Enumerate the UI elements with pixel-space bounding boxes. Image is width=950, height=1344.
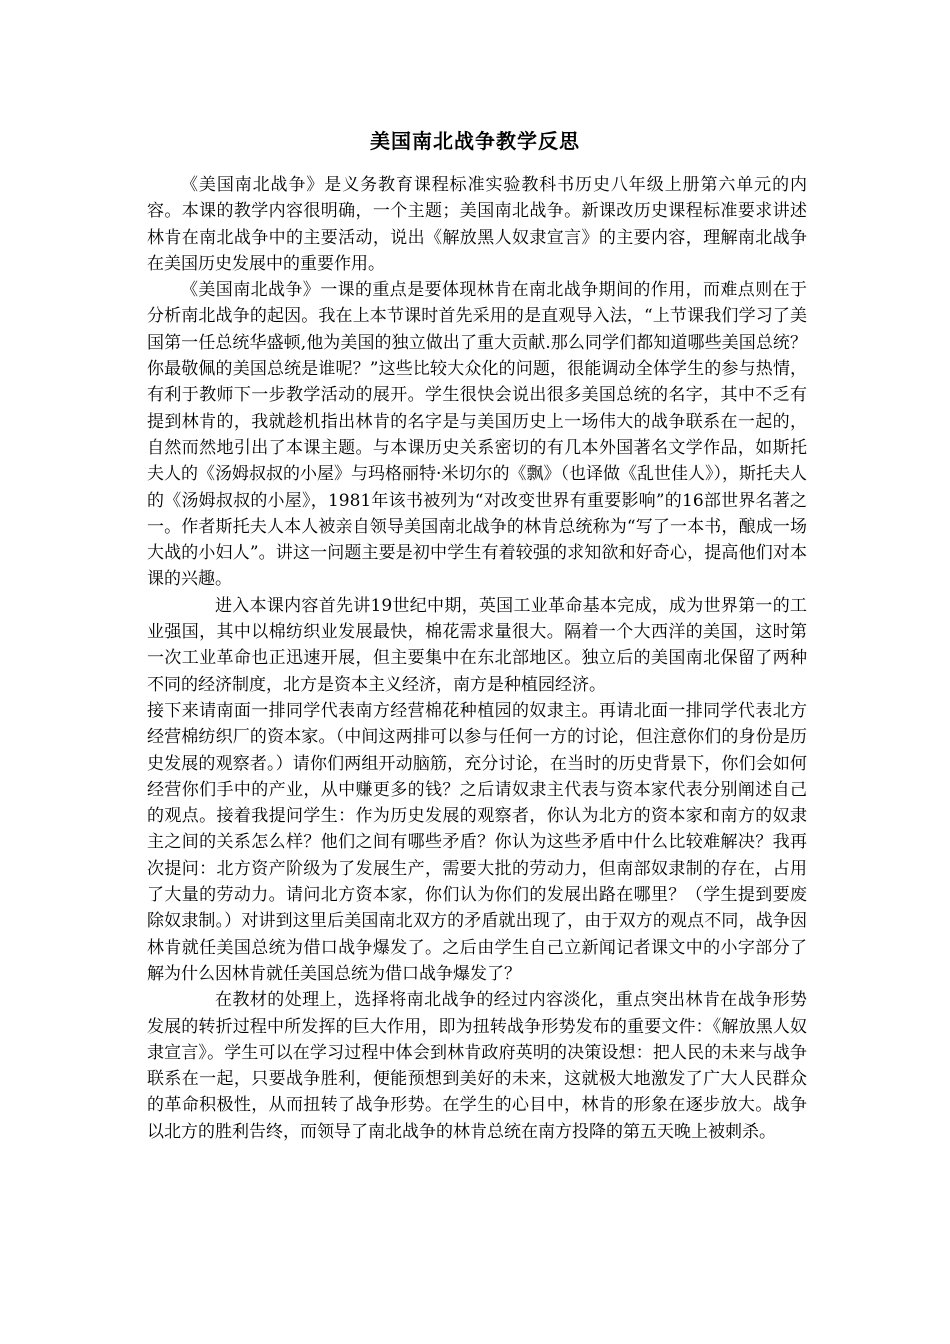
paragraph-1: 《美国南北战争》是义务教育课程标准实验教科书历史八年级上册第六单元的内容。本课的教学内容很明确，一个主题；美国南北战争。新课改历史课程标准要求讲述林肯在南北战争中的主要活动，说出《解放黑人奴隶宣言》的主要内容，理解南北战争在美国历史发展中的重要作用。: [147, 175, 807, 274]
document-title: 美国南北战争教学反思: [370, 129, 580, 153]
document-body: [147, 172, 807, 1145]
paragraph-2: 《美国南北战争》一课的重点是要体现林肯在南北战争期间的作用，而难点则在于分析南北战争的起因。我在上本节课时首先采用的是直观导入法，“上节课我们学习了美国第一任总统华盛顿,他为美国的独立做出了重大贡献.那么同学们都知道哪些美国总统？你最敬佩的美国总统是谁呢？”这些比较大众化的问题，很能调动全体学生的参与热情，有利于教师下一步教学活动的展开。学生很快会说出很多美国总统的名字，其中不乏有提到林肯的，我就趁机指出林肯的名字是与美国历史上一场伟大的战争联系在一起的，自然而然地引出了本课主题。与本课历史关系密切的有几本外国著名文学作品，如斯托夫人的《汤姆叔叔的小屋》与玛格丽特·米切尔的《飘》（也译做《乱世佳人》），斯托夫人的《汤姆叔叔的小屋》，1981年该书被列为“对改变世界有重要影响”的16部世界名著之一。作者斯托夫人本人被亲自领导美国南北战争的林肯总统称为“写了一本书，酿成一场大战的小妇人”。讲这一问题主要是初中学生有着较强的求知欲和好奇心，提高他们对本课的兴趣。: [147, 280, 807, 590]
paragraph-4: 接下来请南面一排同学代表南方经营棉花种植园的奴隶主。再请北面一排同学代表北方经营棉纺织厂的资本家。（中间这两排可以参与任何一方的讨论，但注意你们的身份是历史发展的观察者。）请你们两组开动脑筋，充分讨论，在当时的历史背景下，你们会如何经营你们手中的产业，从中赚更多的钱？之后请奴隶主代表与资本家代表分别阐述自己的观点。接着我提问学生：作为历史发展的观察者，你认为北方的资本家和南方的奴隶主之间的关系怎么样？他们之间有哪些矛盾？你认为这些矛盾中什么比较难解决？我再次提问：北方资产阶级为了发展生产，需要大批的劳动力，但南部奴隶制的存在，占用了大量的劳动力。请问北方资本家，你们认为你们的发展出路在哪里？（学生提到要废除奴隶制。）对讲到这里后美国南北双方的矛盾就出现了，由于双方的观点不同，战争因林肯就任美国总统为借口战争爆发了。之后由学生自己立新闻记者课文中的小字部分了解为什么因林肯就任美国总统为借口战争爆发了？: [147, 700, 807, 984]
paragraph-5: 在教材的处理上，选择将南北战争的经过内容淡化，重点突出林肯在战争形势发展的转折过程中所发挥的巨大作用，即为扭转战争形势发布的重要文件：《解放黑人奴隶宣言》。学生可以在学习过程中体会到林肯政府英明的决策设想：把人民的未来与战争联系在一起，只要战争胜利，便能预想到美好的未来，这就极大地激发了广大人民群众的革命积极性，从而扭转了战争形势。在学生的心目中，林肯的形象在逐步放大。战争以北方的胜利告终，而领导了南北战争的林肯总统在南方投降的第五天晚上被刺杀。: [147, 990, 807, 1142]
paragraph-3: 进入本课内容首先讲19世纪中期，英国工业革命基本完成，成为世界第一的工业强国，其中以棉纺织业发展最快，棉花需求量很大。隔着一个大西洋的美国，这时第一次工业革命也正迅速开展，但主要集中在东北部地区。独立后的美国南北保留了两种不同的经济制度，北方是资本主义经济，南方是种植园经济。: [147, 595, 807, 695]
